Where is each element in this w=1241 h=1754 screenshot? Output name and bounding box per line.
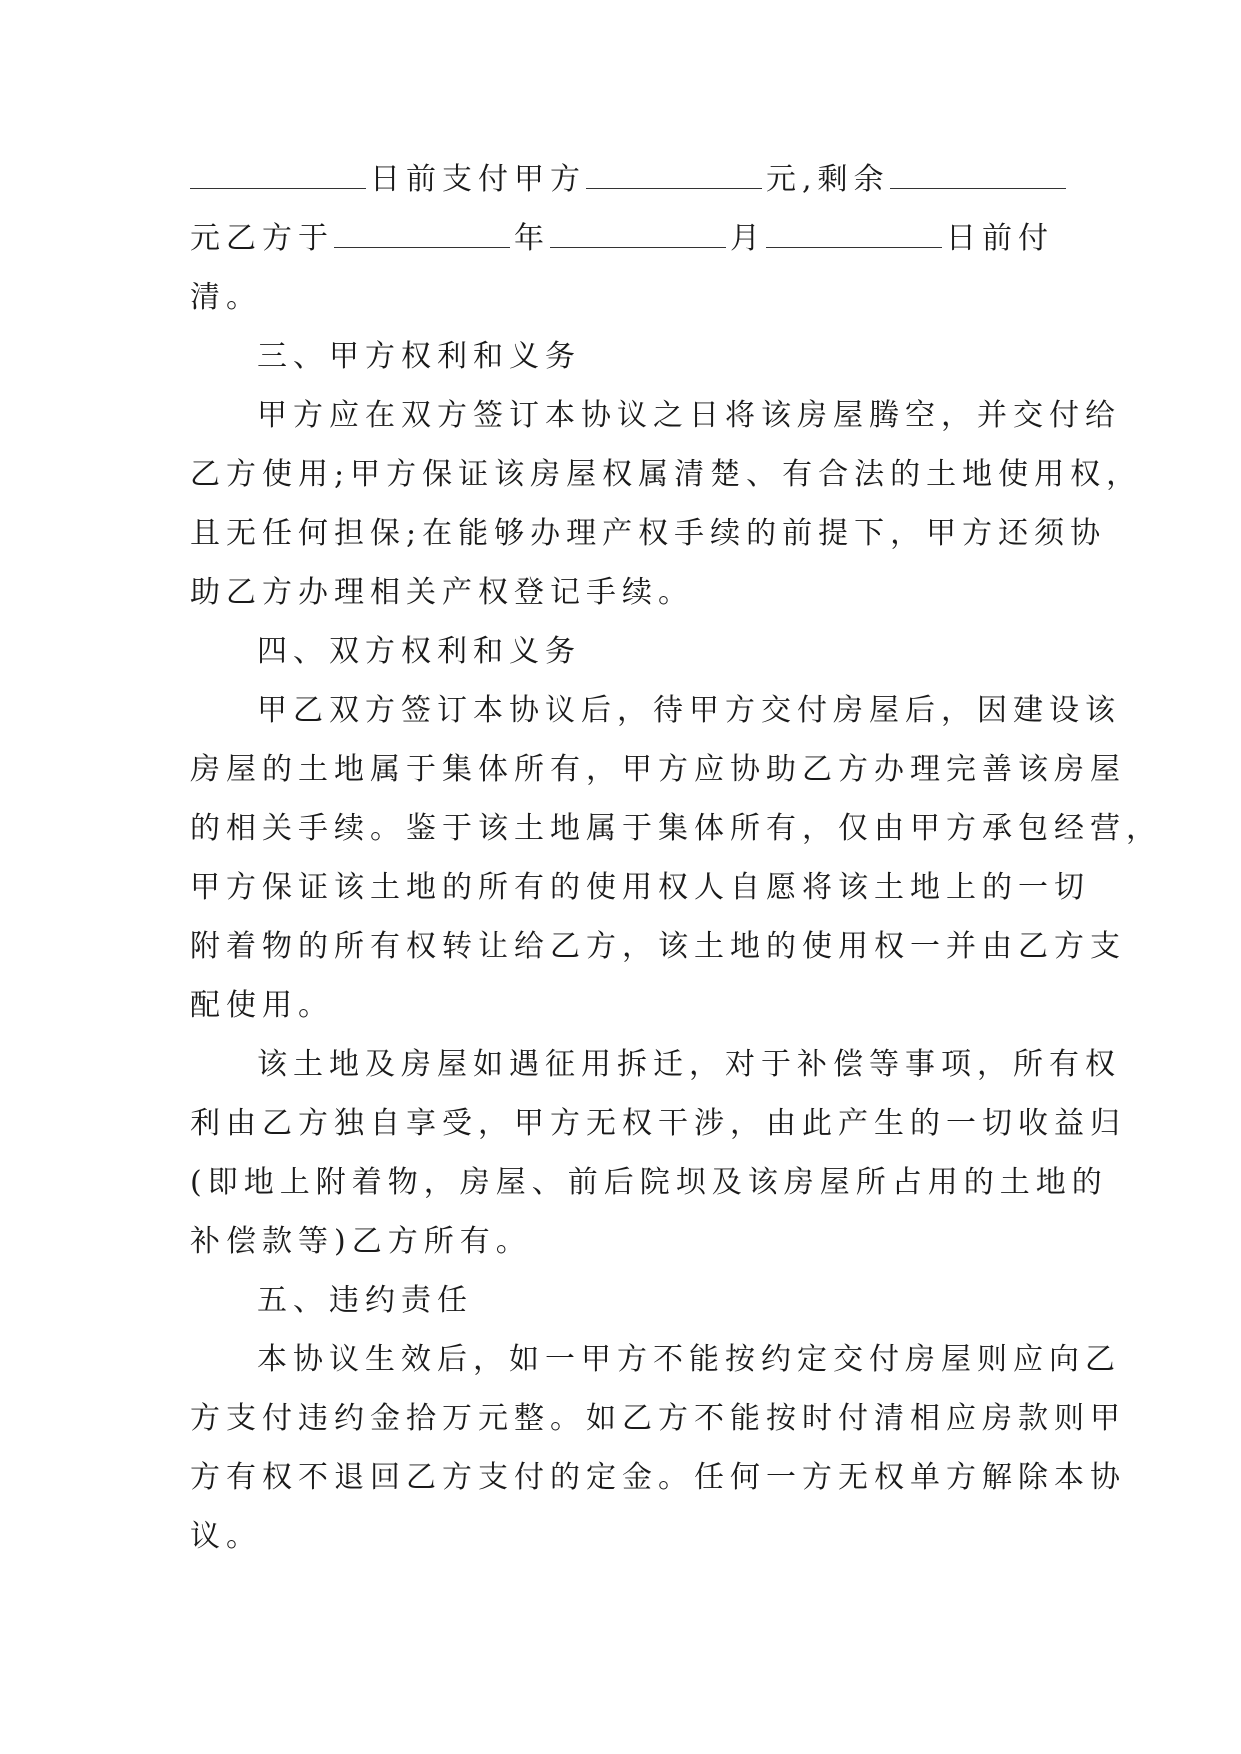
text-segment: 元乙方于 bbox=[190, 221, 334, 256]
paragraph-line: 乙方使用;甲方保证该房屋权属清楚、有合法的土地使用权， bbox=[190, 457, 1143, 492]
paragraph-line: (即地上附着物，房屋、前后院坝及该房屋所占用的土地的 bbox=[190, 1165, 1108, 1200]
paragraph-line: 附着物的所有权转让给乙方，该土地的使用权一并由乙方支 bbox=[190, 929, 1126, 964]
paragraph-line: 该土地及房屋如遇征用拆迁，对于补偿等事项，所有权 bbox=[257, 1047, 1121, 1082]
paragraph-line: 方支付违约金拾万元整。如乙方不能按时付清相应房款则甲 bbox=[190, 1401, 1126, 1436]
blank-field[interactable] bbox=[766, 221, 942, 248]
text-segment: 月 bbox=[730, 221, 766, 256]
payment-line-1 bbox=[190, 160, 1070, 200]
paragraph-line: 方有权不退回乙方支付的定金。任何一方无权单方解除本协 bbox=[190, 1460, 1126, 1495]
paragraph-line: 的相关手续。鉴于该土地属于集体所有，仅由甲方承包经营， bbox=[190, 811, 1162, 846]
paragraph-line: 清。 bbox=[190, 280, 262, 315]
section-heading: 五、违约责任 bbox=[257, 1283, 473, 1318]
blank-field[interactable] bbox=[190, 162, 366, 189]
text-segment: 日前支付甲方 bbox=[370, 162, 586, 197]
blank-field[interactable] bbox=[550, 221, 726, 248]
paragraph-line: 利由乙方独自享受，甲方无权干涉，由此产生的一切收益归 bbox=[190, 1106, 1126, 1141]
paragraph-line: 且无任何担保;在能够办理产权手续的前提下，甲方还须协 bbox=[190, 516, 1107, 551]
blank-field[interactable] bbox=[334, 221, 510, 248]
paragraph-line: 甲方保证该土地的所有的使用权人自愿将该土地上的一切 bbox=[190, 870, 1090, 905]
paragraph-line: 配使用。 bbox=[190, 988, 334, 1023]
paragraph-line: 助乙方办理相关产权登记手续。 bbox=[190, 575, 694, 610]
blank-field[interactable] bbox=[586, 162, 762, 189]
paragraph-line: 房屋的土地属于集体所有，甲方应协助乙方办理完善该房屋 bbox=[190, 752, 1126, 787]
section-heading: 四、双方权利和义务 bbox=[257, 634, 581, 669]
text-segment: 元,剩余 bbox=[766, 162, 890, 197]
blank-field[interactable] bbox=[890, 162, 1066, 189]
paragraph-line: 甲方应在双方签订本协议之日将该房屋腾空，并交付给 bbox=[257, 398, 1121, 433]
paragraph-line: 本协议生效后，如一甲方不能按约定交付房屋则应向乙 bbox=[257, 1342, 1121, 1377]
paragraph-line: 议。 bbox=[190, 1519, 262, 1554]
text-segment: 日前付 bbox=[946, 221, 1054, 256]
text-segment: 年 bbox=[514, 221, 550, 256]
paragraph-line: 补偿款等)乙方所有。 bbox=[190, 1224, 532, 1259]
section-heading: 三、甲方权利和义务 bbox=[257, 339, 581, 374]
payment-line-2 bbox=[190, 219, 1054, 259]
paragraph-line: 甲乙双方签订本协议后，待甲方交付房屋后，因建设该 bbox=[257, 693, 1121, 728]
